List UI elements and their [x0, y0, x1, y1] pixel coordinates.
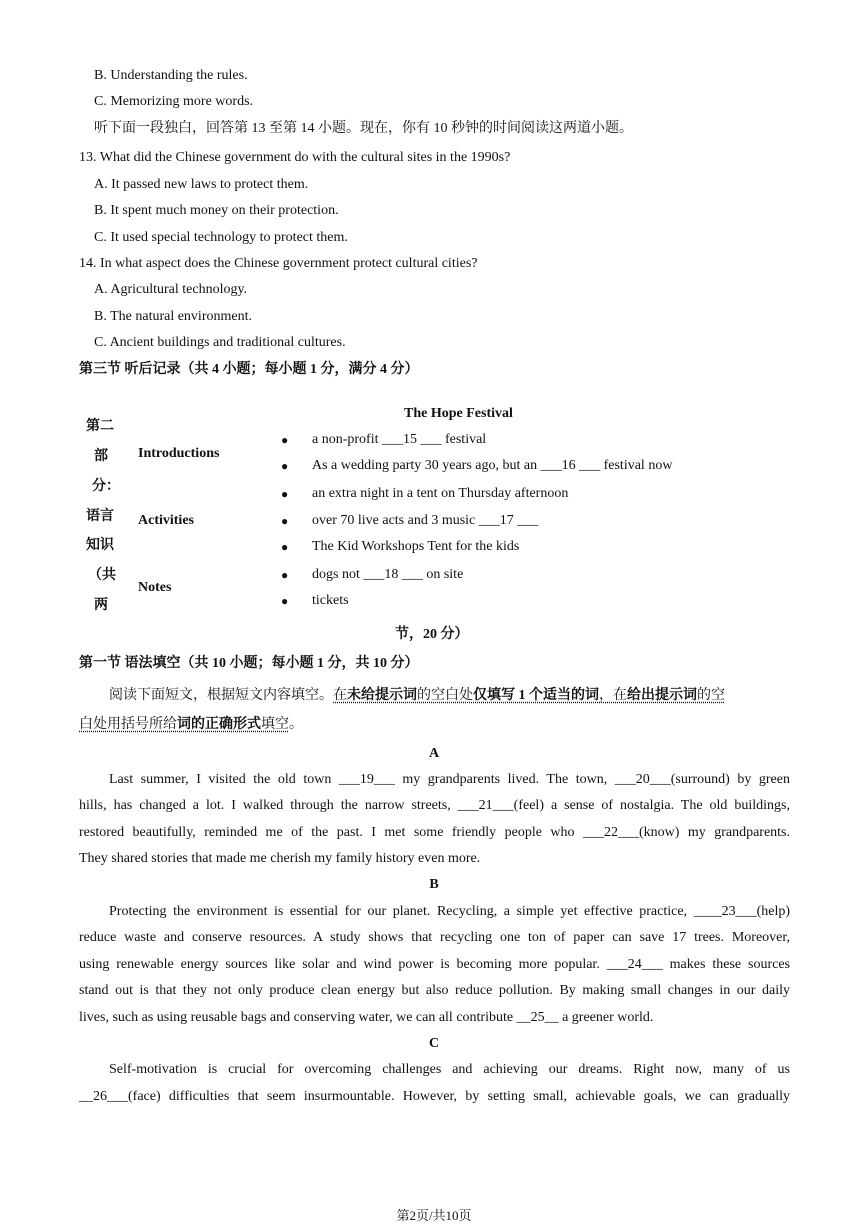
- table-item: over 70 live acts and 3 music ___17 ___: [312, 513, 539, 528]
- bullet-icon: ●: [281, 568, 289, 582]
- passage-b-line: reduce waste and conserve resources. A study shows that recycling one ton of paper can save 17 trees. Moreover,: [79, 930, 790, 945]
- side-heading-3: 分：: [92, 479, 120, 494]
- side-heading-5: 知识: [86, 538, 114, 553]
- table-item: The Kid Workshops Tent for the kids: [312, 539, 520, 554]
- passage-b-line: stand out is that they not only produce clean energy but also reduce pollution. By making small changes in our daily: [79, 983, 790, 998]
- table-title: The Hope Festival: [404, 406, 513, 421]
- table-item: an extra night in a tent on Thursday afternoon: [312, 486, 569, 501]
- passage-b-line: lives, such as using reusable bags and conserving water, we can all contribute __25__ a greener world.: [79, 1010, 654, 1025]
- passage-b-letter: B: [429, 877, 439, 892]
- instruction-line-2: 白处用括号所给词的正确形式填空。: [79, 717, 303, 732]
- side-heading-2: 部: [94, 449, 108, 464]
- question-14-option-a: A. Agricultural technology.: [94, 282, 248, 297]
- passage-b-line: using renewable energy sources like solar and wind power is becoming more popular. ___24___ makes these sources: [79, 957, 790, 972]
- side-heading-4: 语言: [86, 509, 114, 524]
- passage-a-line: Last summer, I visited the old town ___19___ my grandparents lived. The town, ___20___(surround) by green: [109, 772, 790, 787]
- bullet-icon: ●: [281, 594, 289, 608]
- option-b: B. Understanding the rules.: [94, 68, 248, 83]
- passage-a-letter: A: [428, 746, 440, 761]
- passage-a-line: restored beautifully, reminded me of the past. I met some friendly people who ___22___(know) my grandparents.: [79, 825, 790, 840]
- passage-c-line: __26___(face) difficulties that seem insurmountable. However, by setting small, achievable goals, we can gradually: [79, 1089, 790, 1104]
- question-14-stem: 14. In what aspect does the Chinese government protect cultural cities?: [79, 256, 478, 271]
- part2-heading-tail: 节，20 分）: [395, 627, 469, 642]
- bullet-icon: ●: [281, 540, 289, 554]
- question-14-option-c: C. Ancient buildings and traditional cultures.: [94, 335, 346, 350]
- table-item: a non-profit ___15 ___ festival: [312, 432, 487, 447]
- section1-heading: 第一节 语法填空（共 10 小题；每小题 1 分，共 10 分）: [79, 656, 419, 671]
- bullet-icon: ●: [281, 433, 289, 447]
- table-item: As a wedding party 30 years ago, but an ___16 ___ festival now: [312, 458, 673, 473]
- table-item: dogs not ___18 ___ on site: [312, 567, 464, 582]
- side-heading-6: （共: [88, 568, 116, 583]
- row-label-activities: Activities: [138, 513, 194, 528]
- passage-c-line: Self-motivation is crucial for overcoming challenges and achieving our dreams. Right now, many of us: [109, 1062, 790, 1077]
- section3-heading: 第三节 听后记录（共 4 小题；每小题 1 分，满分 4 分）: [79, 362, 419, 377]
- table-item: tickets: [312, 593, 349, 608]
- side-heading-7: 两: [94, 598, 108, 613]
- question-13-option-a: A. It passed new laws to protect them.: [94, 177, 309, 192]
- passage-a-line: hills, has changed a lot. I walked through the narrow streets, ___21___(feel) a sense of nostalgia. The old buildings,: [79, 798, 790, 813]
- question-14-option-b: B. The natural environment.: [94, 309, 252, 324]
- bullet-icon: ●: [281, 459, 289, 473]
- monologue-instruction: 听下面一段独白，回答第 13 至第 14 小题。现在，你有 10 秒钟的时间阅读这两道小题。: [94, 121, 633, 136]
- row-label-notes: Notes: [138, 580, 172, 595]
- instruction-line-1: 阅读下面短文，根据短文内容填空。在未给提示词的空白处仅填写 1 个适当的词，在给出提示词的空: [109, 688, 725, 703]
- side-heading-1: 第二: [86, 419, 114, 434]
- question-13-option-b: B. It spent much money on their protection.: [94, 203, 339, 218]
- passage-c-letter: C: [428, 1036, 440, 1051]
- passage-a-line: They shared stories that made me cherish my family history even more.: [79, 851, 481, 866]
- option-c: C. Memorizing more words.: [94, 94, 254, 109]
- bullet-icon: ●: [281, 514, 289, 528]
- bullet-icon: ●: [281, 487, 289, 501]
- question-13-option-c: C. It used special technology to protect them.: [94, 230, 348, 245]
- passage-b-line: Protecting the environment is essential for our planet. Recycling, a simple yet effective practice, ____23___(help): [109, 904, 790, 919]
- page-footer: 第2页/共10页: [396, 1208, 472, 1223]
- question-13-stem: 13. What did the Chinese government do with the cultural sites in the 1990s?: [79, 150, 511, 165]
- row-label-introductions: Introductions: [138, 446, 220, 461]
